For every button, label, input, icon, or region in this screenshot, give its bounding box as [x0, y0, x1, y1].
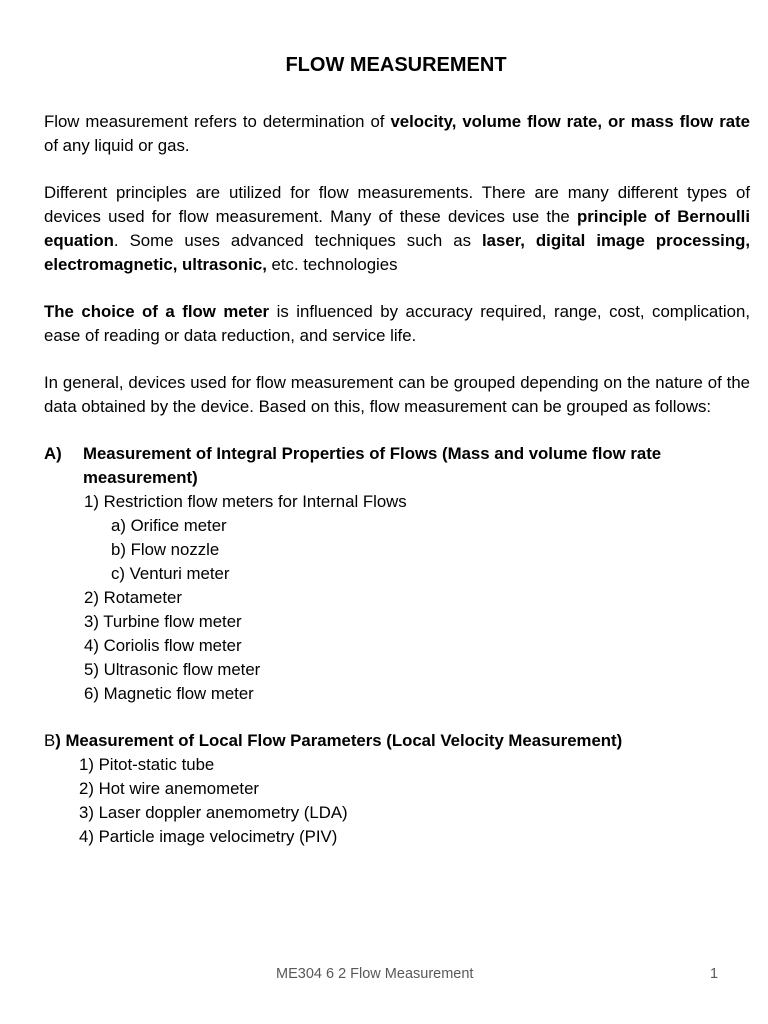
list-item: 1) Restriction flow meters for Internal Flows [84, 492, 407, 511]
list-item: 1) Pitot-static tube [79, 755, 215, 774]
list-item: 6) Magnetic flow meter [84, 684, 254, 703]
list-item: 3) Laser doppler anemometry (LDA) [79, 803, 348, 822]
section-b-title: ) Measurement of Local Flow Parameters (Local Velocity Measurement) [55, 731, 623, 750]
paragraph-grouping: In general, devices used for flow measurement can be grouped depending on the nature of the data obtained by the device. Based on this, flow measurement can be grouped as follows: [44, 373, 750, 416]
list-item: 4) Coriolis flow meter [84, 636, 242, 655]
choice-bold-text: The choice of a flow meter [44, 302, 270, 321]
principles-text-end: etc. technologies [266, 255, 398, 274]
principles-text: Different principles are utilized for flow measurements. There are many different types of devices used for flow measurement. Many of these devices use the [44, 183, 750, 226]
principles-bold-bernoulli: principle of Bernoulli equation [44, 207, 750, 250]
section-a-heading [44, 442, 750, 490]
principles-text-mid: . Some uses advanced techniques such as [113, 231, 482, 250]
paragraph-principles [44, 181, 750, 277]
principles-bold-techniques: laser, digital image processing, electromagnetic, ultrasonic, [44, 231, 751, 274]
intro-text-end: of any liquid or gas. [44, 136, 190, 155]
list-item: 2) Hot wire anemometer [79, 779, 259, 798]
section-a-letter: A) [44, 444, 62, 463]
choice-text: is influenced by accuracy required, range, cost, complication, ease of reading or data reduction, and service life. [44, 302, 750, 345]
list-subitem: b) Flow nozzle [111, 540, 220, 559]
list-subitem: a) Orifice meter [111, 516, 227, 535]
section-a-title: Measurement of Integral Properties of Flows (Mass and volume flow rate measurement) [83, 444, 662, 487]
paragraph-intro [44, 110, 750, 158]
list-subitem: c) Venturi meter [111, 564, 230, 583]
intro-text: Flow measurement refers to determination of [44, 112, 391, 131]
section-b-letter: B [44, 731, 56, 750]
intro-bold-text: velocity, volume flow rate, or mass flow rate [390, 112, 750, 131]
document-body [44, 110, 750, 849]
page-number: 1 [710, 966, 719, 982]
list-item: 2) Rotameter [84, 588, 182, 607]
page-title: FLOW MEASUREMENT [285, 54, 507, 76]
section-b-heading [44, 729, 750, 753]
list-item: 5) Ultrasonic flow meter [84, 660, 261, 679]
paragraph-choice [44, 300, 750, 348]
list-item: 4) Particle image velocimetry (PIV) [79, 827, 338, 846]
list-item: 3) Turbine flow meter [84, 612, 242, 631]
footer-text: ME304 6 2 Flow Measurement [276, 966, 474, 982]
